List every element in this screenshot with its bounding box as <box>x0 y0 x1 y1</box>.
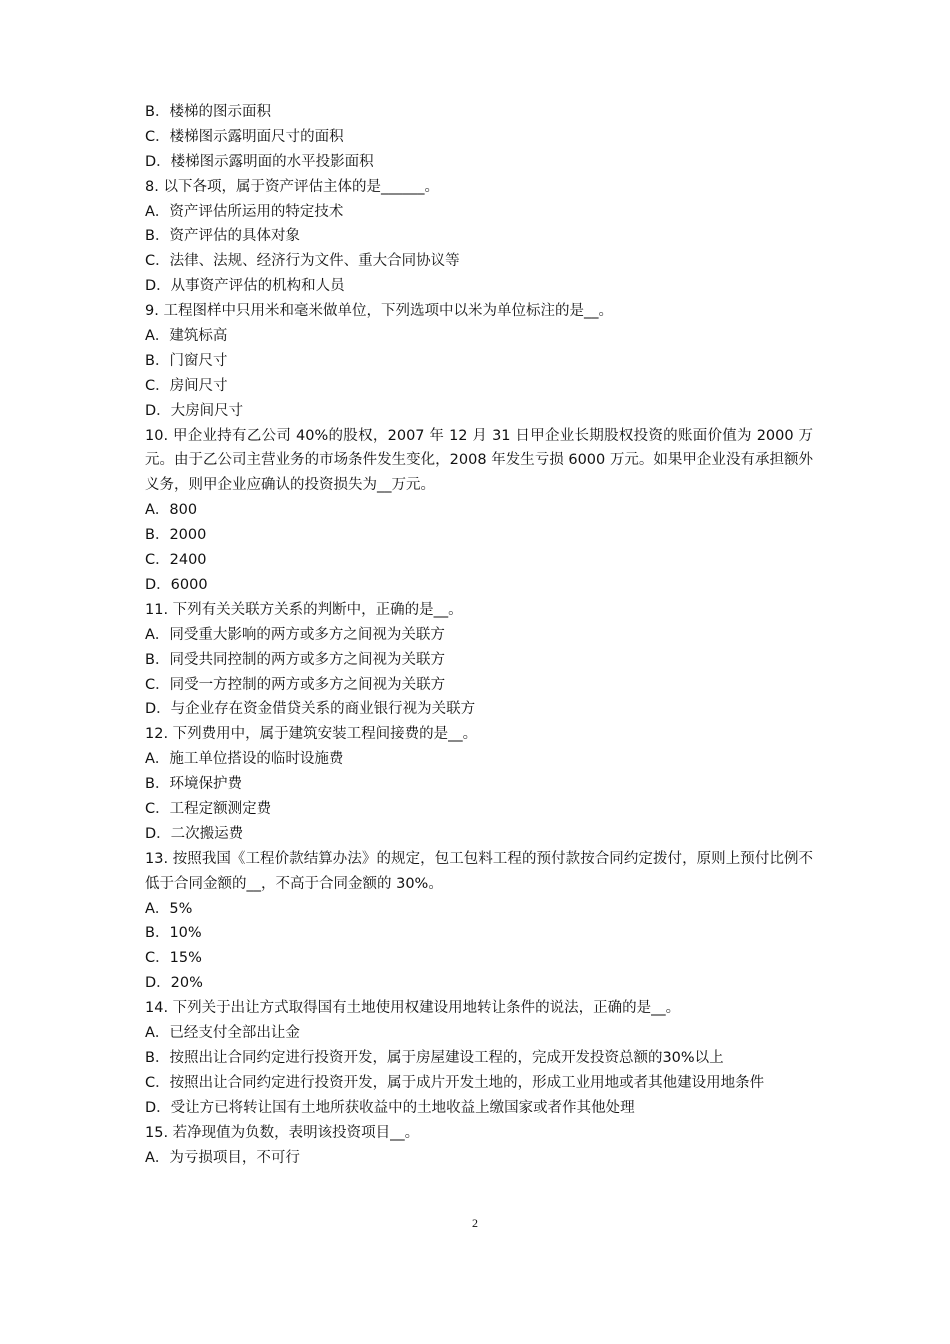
option-line: B．2000 <box>145 527 207 544</box>
option-line: D．大房间尺寸 <box>145 402 244 419</box>
option-line: C．法律、法规、经济行为文件、重大合同协议等 <box>145 253 460 270</box>
option-line: C．同受一方控制的两方或多方之间视为关联方 <box>145 676 446 693</box>
option-line: B．环境保护费 <box>145 776 242 793</box>
option-line: D．与企业存在资金借贷关系的商业银行视为关联方 <box>145 701 476 718</box>
option-line: D．受让方已将转让国有土地所获收益中的土地收益上缴国家或者作其他处理 <box>145 1099 635 1116</box>
question-8: 8. 以下各项，属于资产评估主体的是______。 <box>145 178 439 195</box>
option-line: C．工程定额测定费 <box>145 800 272 817</box>
question-11: 11. 下列有关关联方关系的判断中，正确的是__。 <box>145 601 463 618</box>
option-line: A．800 <box>145 502 198 519</box>
question-12: 12. 下列费用中，属于建筑安装工程间接费的是__。 <box>145 726 478 743</box>
option-line: A．为亏损项目，不可行 <box>145 1149 300 1166</box>
option-line: A．建筑标高 <box>145 328 228 345</box>
option-line: C．按照出让合同约定进行投资开发，属于成片开发土地的，形成工业用地或者其他建设用地条件 <box>145 1074 765 1091</box>
option-line: A．施工单位搭设的临时设施费 <box>145 751 344 768</box>
option-line: D．二次搬运费 <box>145 825 244 842</box>
question-15: 15. 若净现值为负数，表明该投资项目__。 <box>145 1124 420 1141</box>
option-line: A．5% <box>145 900 193 917</box>
option-line: D．20% <box>145 975 203 992</box>
option-line: D．从事资产评估的机构和人员 <box>145 278 345 295</box>
question-13: 13. 按照我国《工程价款结算办法》的规定，包工包料工程的预付款按合同约定拨付，原则上预付比例不低于合同金额的__，不高于合同金额的 30%。 <box>145 850 813 892</box>
question-9: 9. 工程图样中只用米和毫米做单位，下列选项中以米为单位标注的是__。 <box>145 303 613 320</box>
option-line: C．房间尺寸 <box>145 377 228 394</box>
option-line: C．2400 <box>145 552 207 569</box>
option-line: D．楼梯图示露明面的水平投影面积 <box>145 153 374 170</box>
option-line: C．楼梯图示露明面尺寸的面积 <box>145 128 344 145</box>
option-line: C．15% <box>145 950 202 967</box>
option-line: A．已经支付全部出让金 <box>145 1025 300 1042</box>
option-line: B．楼梯的图示面积 <box>145 104 271 120</box>
page-number: 2 <box>472 1216 478 1230</box>
option-line: B．10% <box>145 925 202 942</box>
option-line: B．门窗尺寸 <box>145 352 228 369</box>
option-line: B．按照出让合同约定进行投资开发，属于房屋建设工程的，完成开发投资总额的30%以上 <box>145 1049 724 1066</box>
option-line: B．同受共同控制的两方或多方之间视为关联方 <box>145 651 445 668</box>
option-line: A．同受重大影响的两方或多方之间视为关联方 <box>145 626 445 643</box>
document-body <box>145 100 813 1170</box>
question-10: 10. 甲企业持有乙公司 40%的股权，2007 年 12 月 31 日甲企业长期股权投资的账面价值为 2000 万元。由于乙公司主营业务的市场条件发生变化，2008 年发生亏损 6000 万元。如果甲企业没有承担额外义务，则甲企业应确认的投资损失为__万元。 <box>145 427 813 494</box>
option-line: B．资产评估的具体对象 <box>145 228 300 245</box>
question-14: 14. 下列关于出让方式取得国有土地使用权建设用地转让条件的说法，正确的是__。 <box>145 1000 681 1017</box>
option-line: D．6000 <box>145 576 208 593</box>
option-line: A．资产评估所运用的特定技术 <box>145 203 344 220</box>
